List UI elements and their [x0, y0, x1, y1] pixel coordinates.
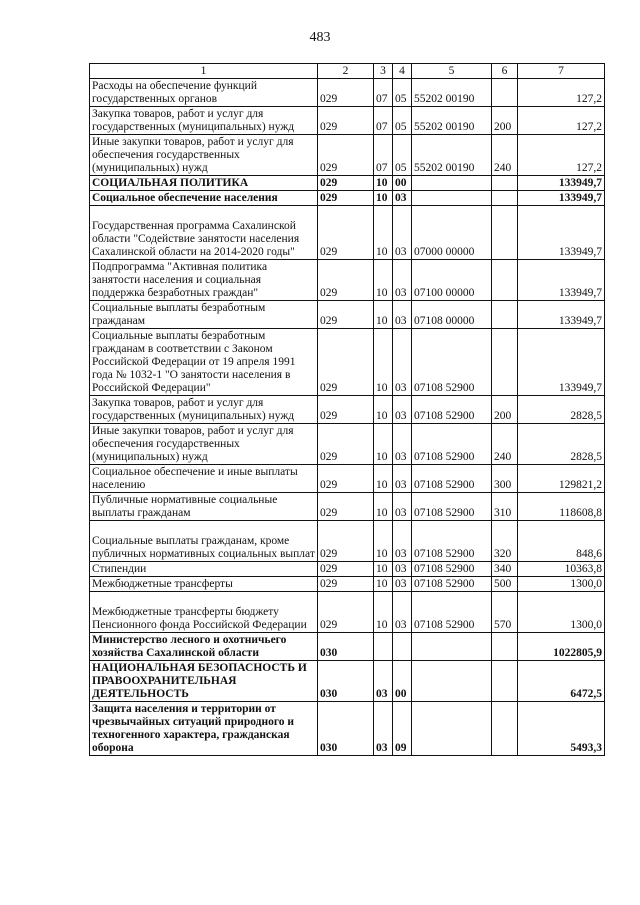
column-number-header [90, 64, 605, 79]
target-article-code-cell: 07108 52900 [412, 396, 492, 424]
table-row [90, 592, 605, 633]
amount-cell: 133949,7 [518, 329, 605, 396]
target-article-code-cell: 07108 52900 [412, 521, 492, 562]
subsection-code-cell: 03 [393, 191, 412, 206]
header-cell: 4 [393, 64, 412, 79]
expense-type-code-cell [492, 260, 518, 301]
row-name-cell: Иные закупки товаров, работ и услуг для обеспечения государственных (муниципальных) нужд [90, 424, 318, 465]
row-name-cell: Закупка товаров, работ и услуг для государственных (муниципальных) нужд [90, 396, 318, 424]
expense-type-code-cell [492, 79, 518, 107]
amount-cell: 133949,7 [518, 206, 605, 260]
budget-table [89, 63, 605, 756]
table-row [90, 107, 605, 135]
subsection-code-cell: 03 [393, 592, 412, 633]
ministry-code-cell: 029 [318, 465, 374, 493]
row-name-cell: СОЦИАЛЬНАЯ ПОЛИТИКА [90, 176, 318, 191]
row-name-cell: Межбюджетные трансферты [90, 577, 318, 592]
target-article-code-cell: 07108 52900 [412, 562, 492, 577]
row-name-cell: Расходы на обеспечение функций государственных органов [90, 79, 318, 107]
target-article-code-cell: 07108 52900 [412, 424, 492, 465]
table-row [90, 329, 605, 396]
table-row [90, 493, 605, 521]
amount-cell: 2828,5 [518, 396, 605, 424]
table-row [90, 260, 605, 301]
table-row [90, 424, 605, 465]
row-name-cell: Подпрограмма "Активная политика занятости населения и социальная поддержка безработных граждан" [90, 260, 318, 301]
expense-type-code-cell [492, 633, 518, 661]
table-row [90, 206, 605, 260]
amount-cell: 133949,7 [518, 176, 605, 191]
ministry-code-cell: 030 [318, 702, 374, 756]
section-code-cell: 10 [374, 577, 393, 592]
expense-type-code-cell [492, 206, 518, 260]
subsection-code-cell: 03 [393, 329, 412, 396]
subsection-code-cell: 05 [393, 135, 412, 176]
section-code-cell: 10 [374, 521, 393, 562]
row-name-cell: Закупка товаров, работ и услуг для государственных (муниципальных) нужд [90, 107, 318, 135]
ministry-code-cell: 029 [318, 206, 374, 260]
expense-type-code-cell [492, 329, 518, 396]
ministry-code-cell: 029 [318, 79, 374, 107]
section-code-cell: 07 [374, 79, 393, 107]
subsection-code-cell: 03 [393, 562, 412, 577]
target-article-code-cell: 07000 00000 [412, 206, 492, 260]
expense-type-code-cell [492, 191, 518, 206]
target-article-code-cell: 07108 52900 [412, 592, 492, 633]
table-row [90, 661, 605, 702]
ministry-code-cell: 029 [318, 135, 374, 176]
subsection-code-cell: 09 [393, 702, 412, 756]
amount-cell: 5493,3 [518, 702, 605, 756]
subsection-code-cell: 03 [393, 577, 412, 592]
subsection-code-cell: 03 [393, 206, 412, 260]
ministry-code-cell: 029 [318, 260, 374, 301]
expense-type-code-cell: 200 [492, 107, 518, 135]
row-name-cell: Социальное обеспечение и иные выплаты населению [90, 465, 318, 493]
subsection-code-cell: 03 [393, 301, 412, 329]
expense-type-code-cell: 500 [492, 577, 518, 592]
subsection-code-cell: 03 [393, 424, 412, 465]
expense-type-code-cell: 570 [492, 592, 518, 633]
subsection-code-cell: 05 [393, 79, 412, 107]
table-row [90, 191, 605, 206]
subsection-code-cell: 03 [393, 493, 412, 521]
section-code-cell: 07 [374, 135, 393, 176]
amount-cell: 2828,5 [518, 424, 605, 465]
section-code-cell: 10 [374, 592, 393, 633]
ministry-code-cell: 029 [318, 424, 374, 465]
ministry-code-cell: 029 [318, 562, 374, 577]
subsection-code-cell: 03 [393, 396, 412, 424]
subsection-code-cell: 03 [393, 260, 412, 301]
ministry-code-cell: 029 [318, 176, 374, 191]
page-number: 483 [309, 30, 331, 45]
table-row [90, 465, 605, 493]
header-cell: 3 [374, 64, 393, 79]
amount-cell: 133949,7 [518, 301, 605, 329]
row-name-cell: Иные закупки товаров, работ и услуг для обеспечения государственных (муниципальных) нужд [90, 135, 318, 176]
expense-type-code-cell: 340 [492, 562, 518, 577]
row-name-cell: Социальные выплаты безработным гражданам [90, 301, 318, 329]
amount-cell: 1022805,9 [518, 633, 605, 661]
table-row [90, 301, 605, 329]
row-name-cell: Межбюджетные трансферты бюджету Пенсионного фонда Российской Федерации [90, 592, 318, 633]
target-article-code-cell: 07108 52900 [412, 329, 492, 396]
target-article-code-cell [412, 661, 492, 702]
row-name-cell: Стипендии [90, 562, 318, 577]
table-row [90, 633, 605, 661]
amount-cell: 133949,7 [518, 260, 605, 301]
subsection-code-cell [393, 633, 412, 661]
subsection-code-cell: 03 [393, 521, 412, 562]
section-code-cell: 10 [374, 176, 393, 191]
target-article-code-cell: 55202 00190 [412, 79, 492, 107]
section-code-cell: 10 [374, 424, 393, 465]
target-article-code-cell: 07108 52900 [412, 493, 492, 521]
expense-type-code-cell [492, 702, 518, 756]
row-name-cell: Социальные выплаты безработным гражданам в соответствии с Законом Российской Федерации от 19 апреля 1991 года № 1032-1 "О занятости населения в Российской Федерации" [90, 329, 318, 396]
table-row [90, 562, 605, 577]
ministry-code-cell: 029 [318, 329, 374, 396]
amount-cell: 6472,5 [518, 661, 605, 702]
ministry-code-cell: 029 [318, 592, 374, 633]
subsection-code-cell: 03 [393, 465, 412, 493]
expense-type-code-cell: 320 [492, 521, 518, 562]
amount-cell: 848,6 [518, 521, 605, 562]
target-article-code-cell: 55202 00190 [412, 107, 492, 135]
table-row [90, 176, 605, 191]
subsection-code-cell: 00 [393, 176, 412, 191]
section-code-cell: 03 [374, 661, 393, 702]
expense-type-code-cell: 310 [492, 493, 518, 521]
ministry-code-cell: 029 [318, 521, 374, 562]
section-code-cell: 10 [374, 396, 393, 424]
ministry-code-cell: 029 [318, 396, 374, 424]
amount-cell: 127,2 [518, 135, 605, 176]
section-code-cell: 10 [374, 301, 393, 329]
target-article-code-cell: 07108 00000 [412, 301, 492, 329]
section-code-cell: 10 [374, 191, 393, 206]
expense-type-code-cell: 200 [492, 396, 518, 424]
section-code-cell: 10 [374, 562, 393, 577]
subsection-code-cell: 00 [393, 661, 412, 702]
table-row [90, 135, 605, 176]
budget-table-body [90, 64, 605, 756]
section-code-cell: 10 [374, 329, 393, 396]
table-row [90, 79, 605, 107]
target-article-code-cell [412, 633, 492, 661]
amount-cell: 1300,0 [518, 592, 605, 633]
amount-cell: 118608,8 [518, 493, 605, 521]
expense-type-code-cell: 240 [492, 424, 518, 465]
ministry-code-cell: 029 [318, 107, 374, 135]
ministry-code-cell: 030 [318, 633, 374, 661]
row-name-cell: Социальное обеспечение населения [90, 191, 318, 206]
ministry-code-cell: 029 [318, 301, 374, 329]
header-cell: 1 [90, 64, 318, 79]
amount-cell: 129821,2 [518, 465, 605, 493]
target-article-code-cell [412, 702, 492, 756]
target-article-code-cell: 07100 00000 [412, 260, 492, 301]
amount-cell: 10363,8 [518, 562, 605, 577]
ministry-code-cell: 029 [318, 493, 374, 521]
target-article-code-cell [412, 176, 492, 191]
subsection-code-cell: 05 [393, 107, 412, 135]
amount-cell: 127,2 [518, 79, 605, 107]
table-row [90, 577, 605, 592]
table-row [90, 521, 605, 562]
amount-cell: 1300,0 [518, 577, 605, 592]
expense-type-code-cell [492, 661, 518, 702]
header-cell: 6 [492, 64, 518, 79]
row-name-cell: НАЦИОНАЛЬНАЯ БЕЗОПАСНОСТЬ И ПРАВООХРАНИТЕЛЬНАЯ ДЕЯТЕЛЬНОСТЬ [90, 661, 318, 702]
target-article-code-cell [412, 191, 492, 206]
amount-cell: 133949,7 [518, 191, 605, 206]
row-name-cell: Защита населения и территории от чрезвычайных ситуаций природного и техногенного характера, гражданская оборона [90, 702, 318, 756]
header-cell: 2 [318, 64, 374, 79]
row-name-cell: Социальные выплаты гражданам, кроме публичных нормативных социальных выплат [90, 521, 318, 562]
ministry-code-cell: 029 [318, 191, 374, 206]
section-code-cell: 03 [374, 702, 393, 756]
ministry-code-cell: 029 [318, 577, 374, 592]
section-code-cell [374, 633, 393, 661]
ministry-code-cell: 030 [318, 661, 374, 702]
section-code-cell: 07 [374, 107, 393, 135]
target-article-code-cell: 07108 52900 [412, 465, 492, 493]
row-name-cell: Министерство лесного и охотничьего хозяйства Сахалинской области [90, 633, 318, 661]
expense-type-code-cell: 240 [492, 135, 518, 176]
section-code-cell: 10 [374, 465, 393, 493]
target-article-code-cell: 07108 52900 [412, 577, 492, 592]
row-name-cell: Государственная программа Сахалинской области "Содействие занятости населения Сахалинской области на 2014-2020 годы" [90, 206, 318, 260]
amount-cell: 127,2 [518, 107, 605, 135]
table-row [90, 396, 605, 424]
expense-type-code-cell [492, 176, 518, 191]
header-cell: 5 [412, 64, 492, 79]
expense-type-code-cell: 300 [492, 465, 518, 493]
expense-type-code-cell [492, 301, 518, 329]
section-code-cell: 10 [374, 493, 393, 521]
table-row [90, 702, 605, 756]
row-name-cell: Публичные нормативные социальные выплаты гражданам [90, 493, 318, 521]
section-code-cell: 10 [374, 206, 393, 260]
header-cell: 7 [518, 64, 605, 79]
target-article-code-cell: 55202 00190 [412, 135, 492, 176]
section-code-cell: 10 [374, 260, 393, 301]
